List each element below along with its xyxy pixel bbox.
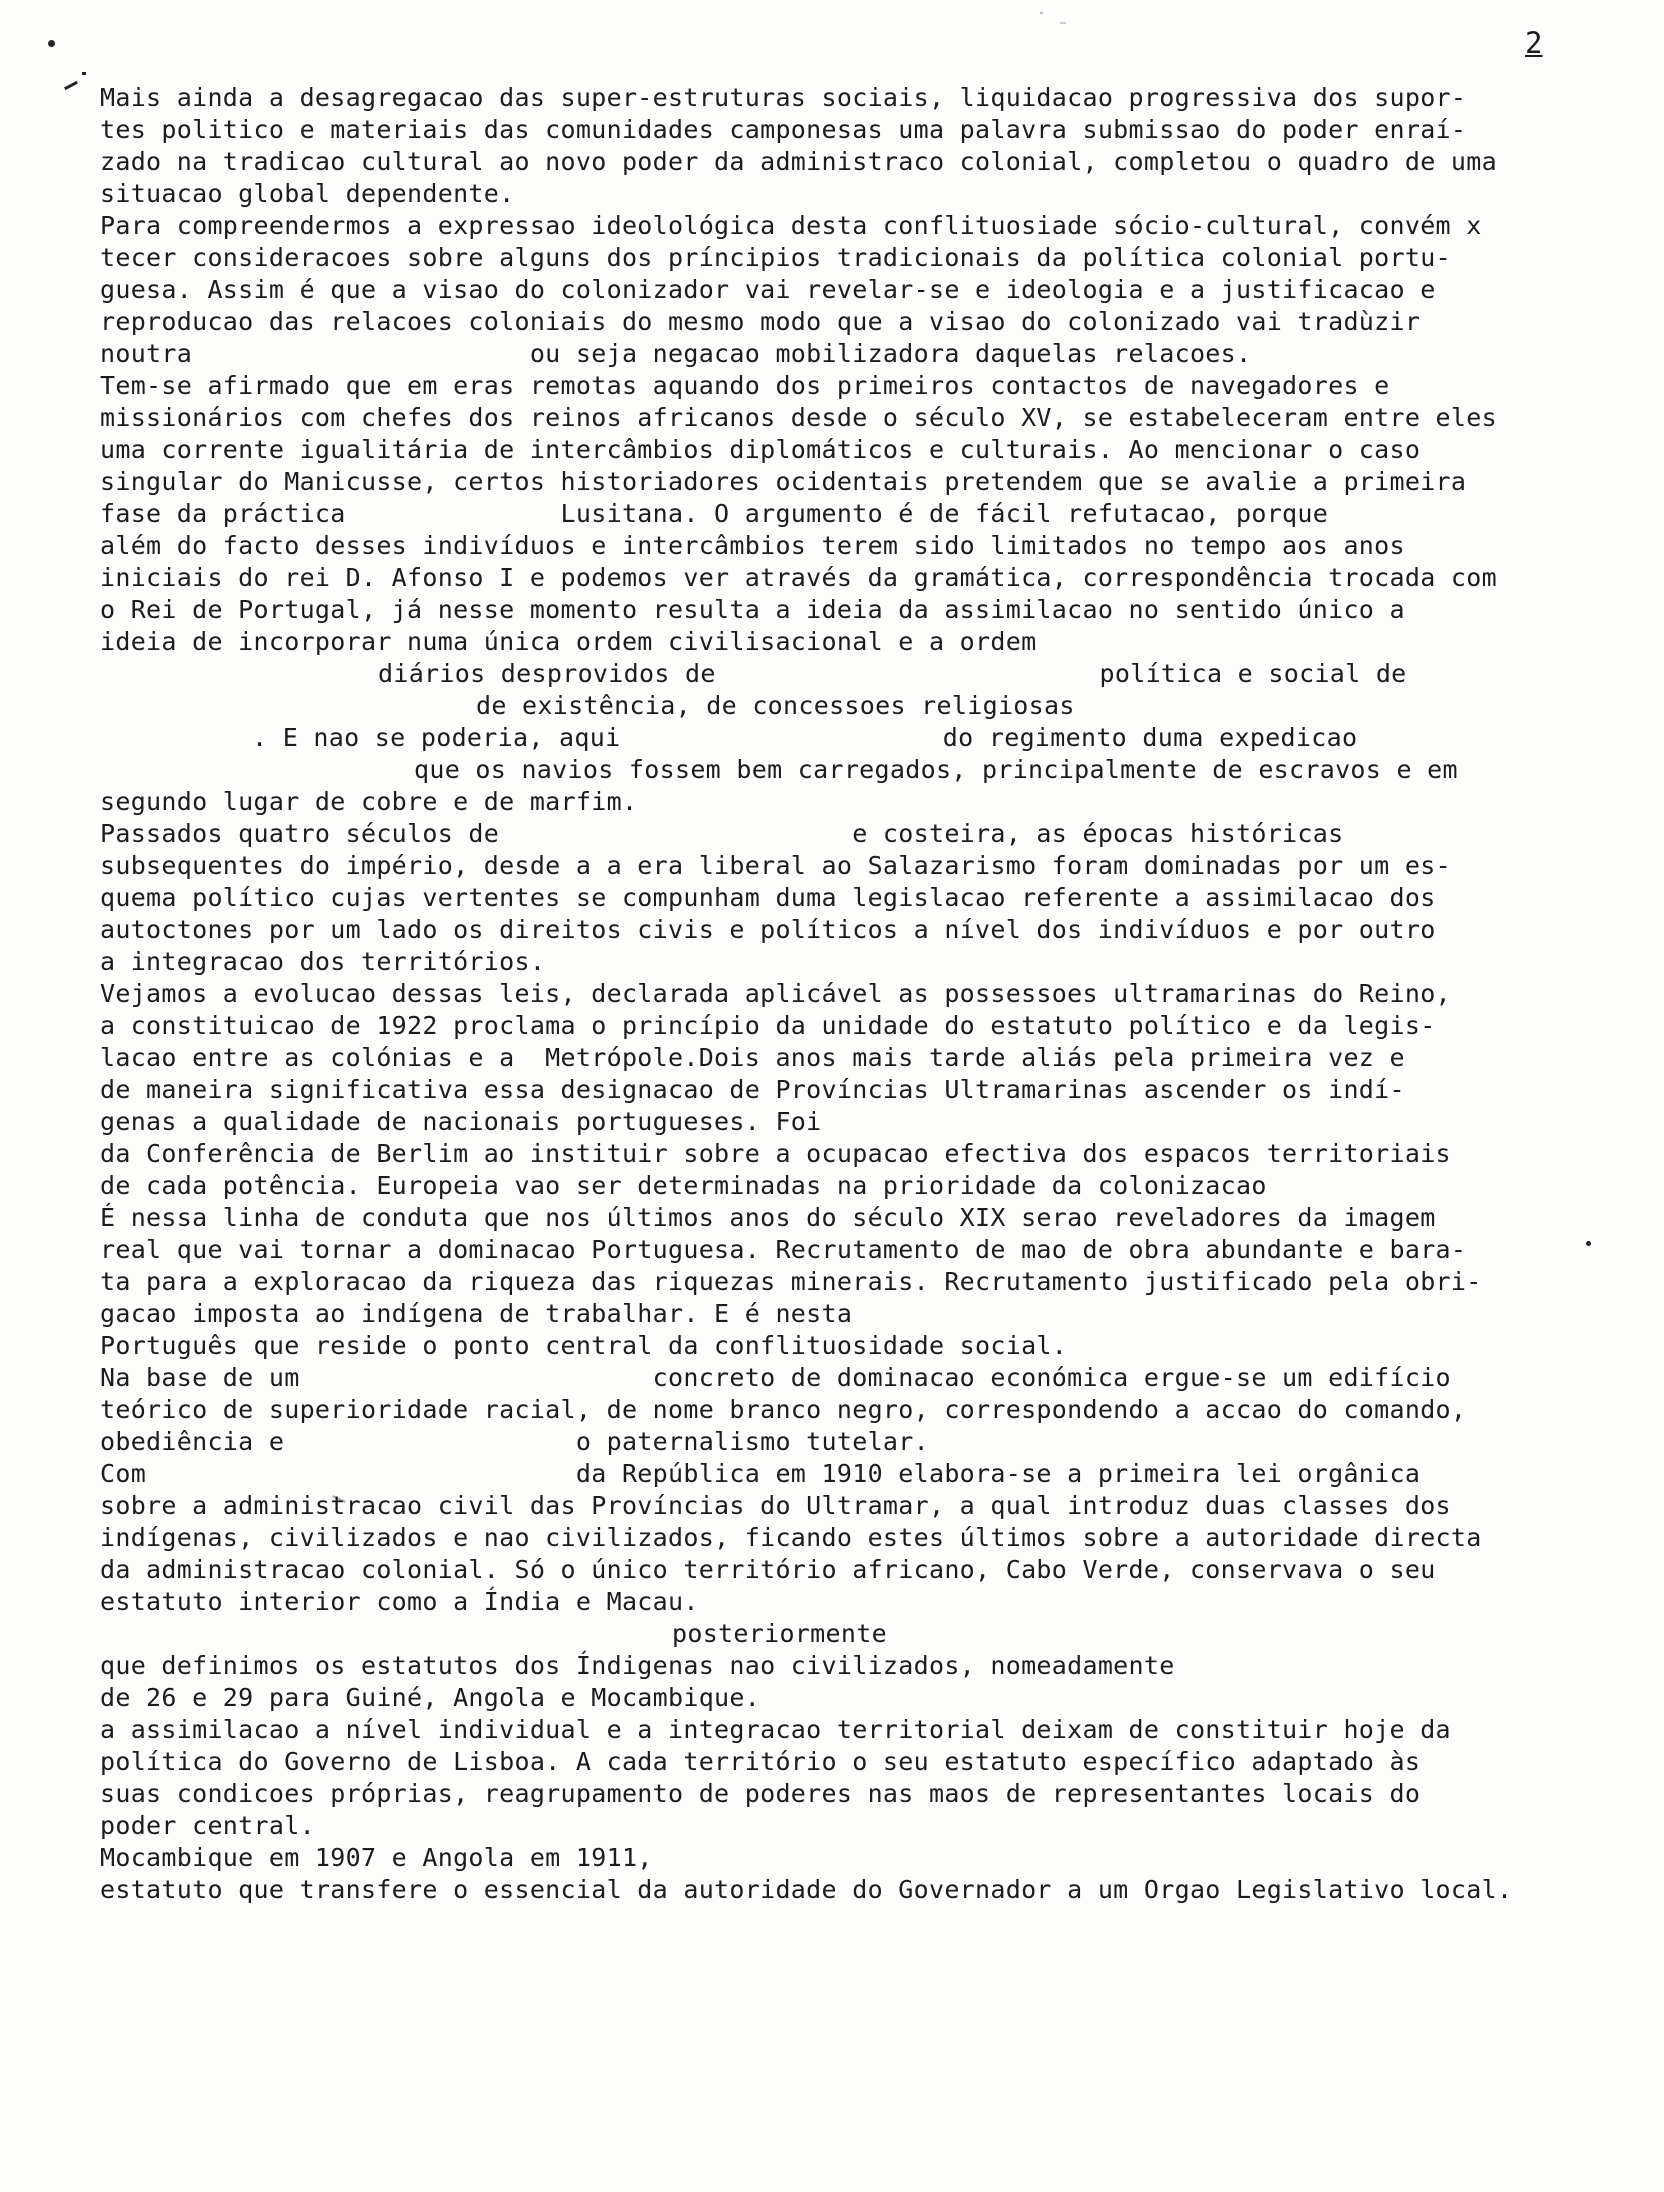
text-line: segundo lugar de cobre e de marfim. bbox=[100, 787, 638, 816]
text-line: posteriormente bbox=[672, 1619, 887, 1648]
text-line: política do Governo de Lisboa. A cada território o seu estatuto específico adaptado às bbox=[100, 1747, 1421, 1776]
text-line: teórico de superioridade racial, de nome branco negro, correspondendo a accao do comando, bbox=[100, 1395, 1467, 1424]
text-line: Vejamos a evolucao dessas leis, declarada aplicável as possessoes ultramarinas do Reino, bbox=[100, 979, 1451, 1008]
text-line: situacao global dependente. bbox=[100, 179, 515, 208]
text-line: noutra ou seja negacao mobilizadora daquelas relacoes. bbox=[100, 339, 1252, 368]
text-line: Português que reside o ponto central da conflituosidade social. bbox=[100, 1331, 1068, 1360]
text-line: Na base de um concreto de dominacao económica ergue-se um edifício bbox=[100, 1363, 1451, 1392]
text-line: da administracao colonial. Só o único território africano, Cabo Verde, conservava o seu bbox=[100, 1555, 1436, 1584]
text-line: poder central. bbox=[100, 1811, 315, 1840]
text-line: de cada potência. Europeia vao ser determinadas na prioridade da colonizacao bbox=[100, 1171, 1267, 1200]
text-line: que definimos os estatutos dos Índigenas nao civilizados, nomeadamente bbox=[100, 1651, 1175, 1680]
text-line: suas condicoes próprias, reagrupamento de poderes nas maos de representantes locais do bbox=[100, 1779, 1421, 1808]
text-line: singular do Manicusse, certos historiadores ocidentais pretendem que se avalie a primeira bbox=[100, 467, 1467, 496]
text-line: zado na tradicao cultural ao novo poder da administraco colonial, completou o quadro de uma bbox=[100, 147, 1497, 176]
text-line: quema político cujas vertentes se compunham duma legislacao referente a assimilacao dos bbox=[100, 883, 1436, 912]
text-line: ta para a exploracao da riqueza das riquezas minerais. Recrutamento justificado pela obri- bbox=[100, 1267, 1482, 1296]
text-line: iniciais do rei D. Afonso I e podemos ver através da gramática, correspondência trocada com bbox=[100, 563, 1497, 592]
text-line: tes politico e materiais das comunidades camponesas uma palavra submissao do poder enraí- bbox=[100, 115, 1467, 144]
text-line: lacao entre as colónias e a Metrópole.Dois anos mais tarde aliás pela primeira vez e bbox=[100, 1043, 1405, 1072]
text-line: sobre a administracao civil das Províncias do Ultramar, a qual introduz duas classes dos bbox=[100, 1491, 1451, 1520]
ink-dot-mark bbox=[1586, 1241, 1591, 1246]
ink-dot-mark bbox=[48, 40, 55, 47]
text-line: Passados quatro séculos de e costeira, as épocas históricas bbox=[100, 819, 1344, 848]
text-line: guesa. Assim é que a visao do colonizador vai revelar-se e ideologia e a justificacao e bbox=[100, 275, 1436, 304]
text-line: de 26 e 29 para Guiné, Angola e Mocambique. bbox=[100, 1683, 761, 1712]
text-line: estatuto que transfere o essencial da autoridade do Governador a um Orgao Legislativo local. bbox=[100, 1875, 1513, 1904]
text-line: o Rei de Portugal, já nesse momento resulta a ideia da assimilacao no sentido único a bbox=[100, 595, 1405, 624]
text-line: que os navios fossem bem carregados, principalmente de escravos e em bbox=[414, 755, 1458, 784]
text-line: real que vai tornar a dominacao Portuguesa. Recrutamento de mao de obra abundante e bara- bbox=[100, 1235, 1467, 1264]
text-line: gacao imposta ao indígena de trabalhar. E é nesta bbox=[100, 1299, 853, 1328]
text-line: genas a qualidade de nacionais portugueses. Foi bbox=[100, 1107, 822, 1136]
text-line: a constituicao de 1922 proclama o princípio da unidade do estatuto político e da legis- bbox=[100, 1011, 1436, 1040]
text-line: Mocambique em 1907 e Angola em 1911, bbox=[100, 1843, 653, 1872]
page-number: 2 bbox=[1525, 26, 1543, 60]
paper-speck bbox=[1040, 12, 1043, 14]
text-line: diários desprovidos de política e social de bbox=[378, 659, 1407, 688]
text-line: estatuto interior como a Índia e Macau. bbox=[100, 1587, 699, 1616]
text-line: subsequentes do império, desde a a era liberal ao Salazarismo foram dominadas por um es- bbox=[100, 851, 1451, 880]
text-line: Tem-se afirmado que em eras remotas aquando dos primeiros contactos de navegadores e bbox=[100, 371, 1390, 400]
text-line: reproducao das relacoes coloniais do mesmo modo que a visao do colonizado vai tradùzir bbox=[100, 307, 1421, 336]
text-line: É nessa linha de conduta que nos últimos anos do século XIX serao reveladores da imagem bbox=[100, 1203, 1436, 1232]
ink-tick-mark bbox=[64, 81, 78, 90]
text-line: além do facto desses indivíduos e intercâmbios terem sido limitados no tempo aos anos bbox=[100, 531, 1405, 560]
text-line: a integracao dos territórios. bbox=[100, 947, 546, 976]
text-line: autoctones por um lado os direitos civis e políticos a nível dos indivíduos e por outro bbox=[100, 915, 1436, 944]
ink-dot-mark bbox=[82, 72, 86, 75]
text-line: Com da República em 1910 elabora-se a primeira lei orgânica bbox=[100, 1459, 1421, 1488]
text-line: da Conferência de Berlim ao instituir sobre a ocupacao efectiva dos espacos territoriais bbox=[100, 1139, 1451, 1168]
text-line: . E nao se poderia, aqui do regimento duma expedicao bbox=[252, 723, 1358, 752]
text-line: fase da práctica Lusitana. O argumento é de fácil refutacao, porque bbox=[100, 499, 1329, 528]
text-line: indígenas, civilizados e nao civilizados, ficando estes últimos sobre a autoridade directa bbox=[100, 1523, 1482, 1552]
text-line: tecer consideracoes sobre alguns dos príncipios tradicionais da política colonial portu- bbox=[100, 243, 1451, 272]
text-line: obediência e o paternalismo tutelar. bbox=[100, 1427, 929, 1456]
text-line: de existência, de concessoes religiosas bbox=[476, 691, 1075, 720]
text-line: Mais ainda a desagregacao das super-estruturas sociais, liquidacao progressiva dos supor- bbox=[100, 83, 1467, 112]
text-line: ideia de incorporar numa única ordem civilisacional e a ordem bbox=[100, 627, 1037, 656]
text-line: de maneira significativa essa designacao de Províncias Ultramarinas ascender os indí- bbox=[100, 1075, 1405, 1104]
paper-speck bbox=[1060, 22, 1066, 24]
text-line: missionários com chefes dos reinos africanos desde o século XV, se estabeleceram entre eles bbox=[100, 403, 1497, 432]
text-line: uma corrente igualitária de intercâmbios diplomáticos e culturais. Ao mencionar o caso bbox=[100, 435, 1421, 464]
text-line: a assimilacao a nível individual e a integracao territorial deixam de constituir hoje da bbox=[100, 1715, 1451, 1744]
text-line: Para compreendermos a expressao ideolológica desta conflituosiade sócio-cultural, convém x bbox=[100, 211, 1482, 240]
